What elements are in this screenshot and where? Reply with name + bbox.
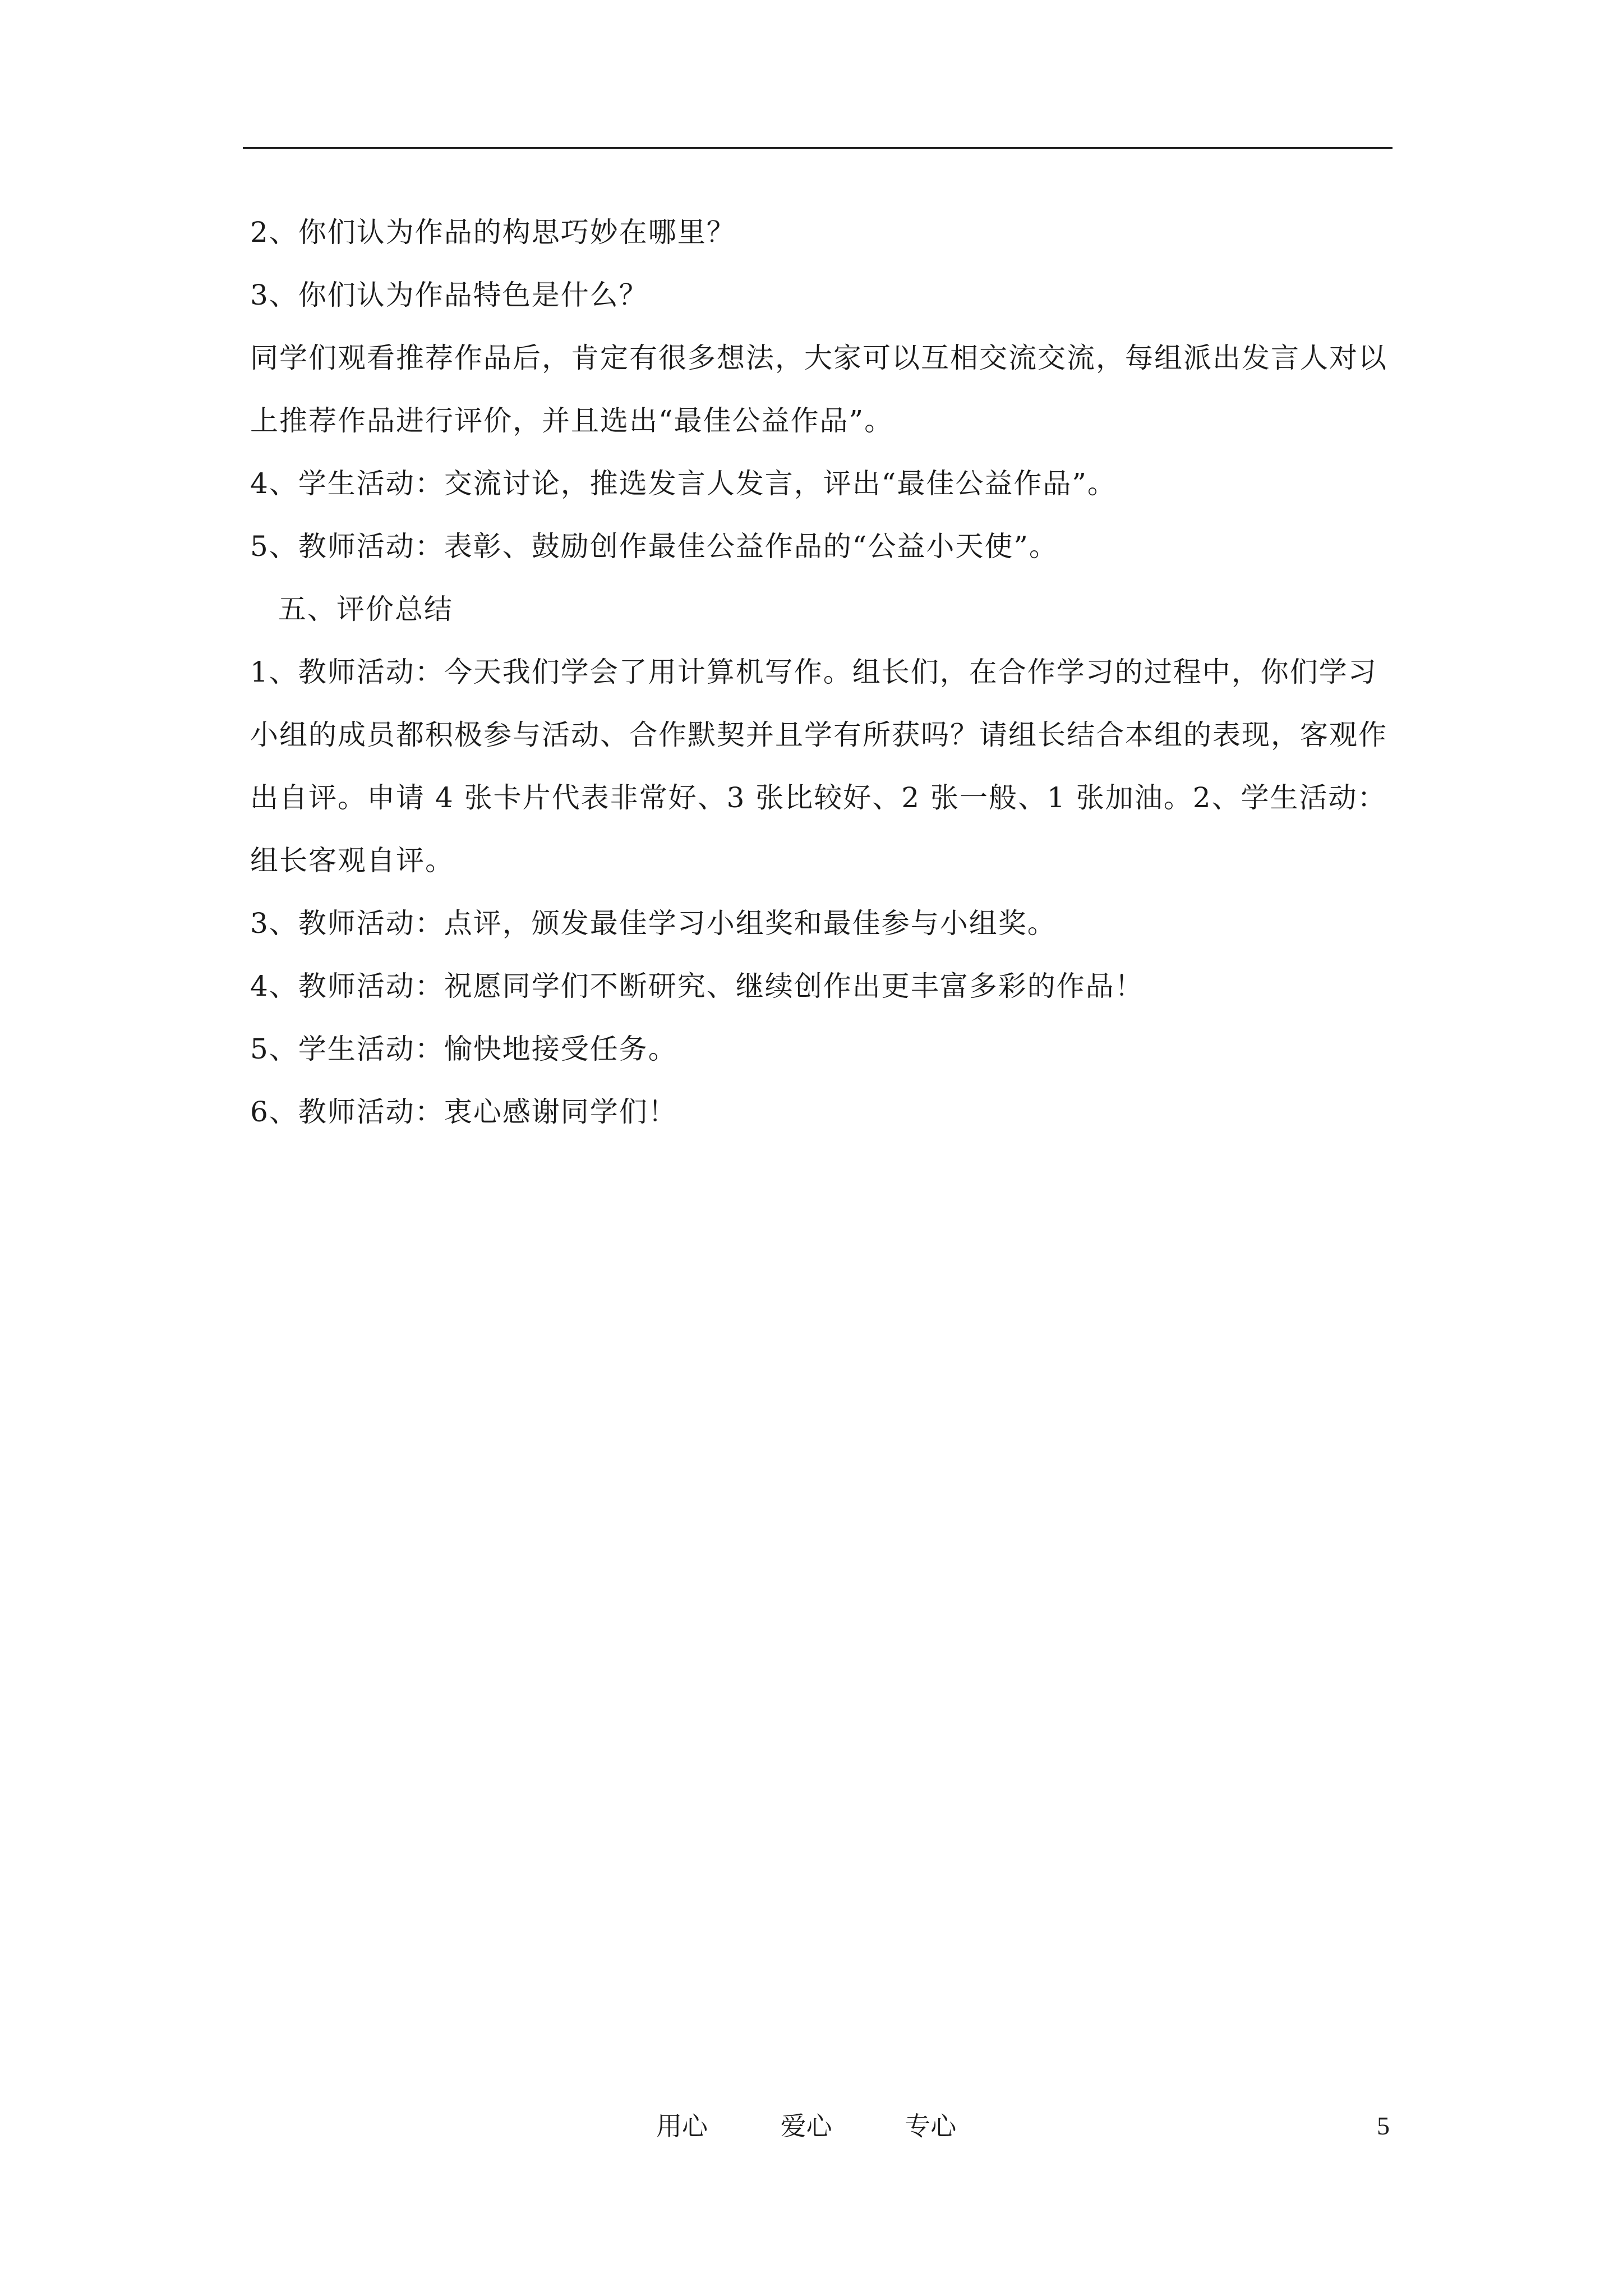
paragraph: 1、教师活动：今天我们学会了用计算机写作。组长们，在合作学习的过程中，你们学习小组的成员都积极参与活动、合作默契并且学有所获吗？请组长结合本组的表现，客观作出自评。申请 4 张卡片代表非常好、3 张比较好、2 张一般、1 张加油。2、学生活动：组长客观自评。 xyxy=(250,656,1387,877)
page-number: 5 xyxy=(1377,2111,1390,2140)
paragraph: 3、你们认为作品特色是什么？ xyxy=(250,279,648,311)
paragraph: 同学们观看推荐作品后，肯定有很多想法，大家可以互相交流交流，每组派出发言人对以上推荐作品进行评价，并且选出“最佳公益作品”。 xyxy=(250,342,1387,437)
paragraph: 5、学生活动：愉快地接受任务。 xyxy=(250,1033,677,1065)
paragraph: 2、你们认为作品的构思巧妙在哪里？ xyxy=(250,216,736,249)
section-heading: 五、评价总结 xyxy=(278,593,453,625)
footer-motto-item: 爱心 xyxy=(780,2111,832,2141)
paragraph: 3、教师活动：点评，颁发最佳学习小组奖和最佳参与小组奖。 xyxy=(250,907,1057,940)
document-body xyxy=(250,201,1394,1143)
footer-motto-item: 专心 xyxy=(905,2111,957,2141)
footer-motto xyxy=(656,2104,956,2148)
paragraph: 4、教师活动：祝愿同学们不断研究、继续创作出更丰富多彩的作品！ xyxy=(250,970,1144,1002)
header-rule xyxy=(243,147,1393,149)
footer-motto-item: 用心 xyxy=(656,2111,708,2141)
paragraph: 6、教师活动：衷心感谢同学们！ xyxy=(250,1096,677,1128)
paragraph: 4、学生活动：交流讨论，推选发言人发言，评出“最佳公益作品”。 xyxy=(250,467,1117,500)
paragraph: 5、教师活动：表彰、鼓励创作最佳公益作品的“公益小天使”。 xyxy=(250,530,1058,563)
page-footer xyxy=(0,2104,1623,2148)
